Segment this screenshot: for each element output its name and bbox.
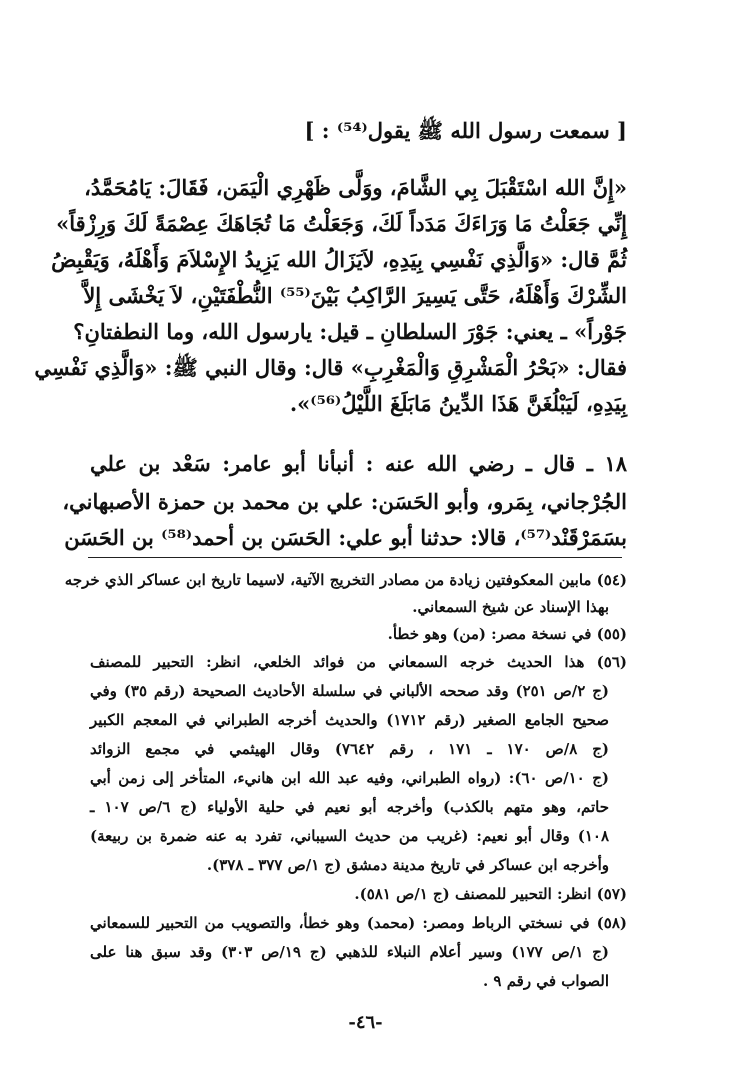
page-number: -٤٦- bbox=[348, 1012, 383, 1033]
body-line: «إِنَّ الله اسْتَقْبَلَ بِي الشَّامَ، ووَلَّى ظَهْرِي الْيَمَن، فَقَالَ: يَامُحَمَّدُ، bbox=[84, 175, 627, 200]
body-line: فقال: «بَحْرُ الْمَشْرِقِ وَالْمَغْرِبِ» قال: وقال النبي ﷺ: «وَالَّذِي نَفْسِي bbox=[34, 355, 627, 380]
body-line: إِنِّي جَعَلْتُ مَا وَرَاءَكَ مَدَداً لَكَ، وَجَعَلْتُ مَا تُجَاهَكَ عِصْمَةً لَكَ وَرِزْقاً» bbox=[56, 211, 627, 236]
footnote-line: (٥٤) مابين المعكوفتين زيادة من مصادر التخريج الآتية، لاسيما تاريخ ابن عساكر الذي خرجه bbox=[64, 571, 627, 589]
footnote-line: صحيح الجامع الصغير (رقم ١٧١٢) والحديث أخرجه الطبراني في المعجم الكبير bbox=[90, 711, 609, 729]
body-line: ثُمَّ قال: «وَالَّذِي نَفْسِي بِيَدِهِ، لاَيَزَالُ الله يَزِيدُ الإِسْلاَمَ وَأَهْلَهُ، وَيَقْبِضُ bbox=[51, 247, 627, 272]
section-heading: [ سمعت رسول الله ﷺ يقول⁽⁵⁴⁾ : ] bbox=[304, 118, 627, 143]
footnote-line: حاتم، وهو متهم بالكذب) وأخرجه أبو نعيم في حلية الأولياء (ج ٦/ص ١٠٧ ـ bbox=[90, 798, 609, 816]
body-line: الشِّرْكَ وَأَهْلَهُ، حَتَّى يَسِيرَ الرَّاكِبُ بَيْنَ⁽⁵⁵⁾ النُّطْفَتَيْنِ، لاَ يَخْشَى إِلاَّ bbox=[83, 283, 627, 308]
footnote-line: (ج ٢/ص ٢٥١) وقد صححه الألباني في سلسلة الأحاديث الصحيحة (رقم ٣٥) وفي bbox=[90, 682, 609, 700]
hadith-18-line: الجُرْجاني، بِمَرو، وأبو الحَسَن: علي بن محمد بن حمزة الأصبهاني، bbox=[62, 489, 627, 514]
hadith-18-line: ١٨ ـ قال ـ رضي الله عنه : أنبأنا أبو عامر: سَعْد بن علي bbox=[90, 451, 627, 476]
footnote-line: (٥٧) انظر: التحبير للمصنف (ج ١/ص ٥٨١). bbox=[354, 885, 627, 903]
footnote-line: (٥٥) في نسخة مصر: (من) وهو خطأ. bbox=[387, 625, 627, 643]
footnote-line: ١٠٨) وقال أبو نعيم: (غريب من حديث السيباني، تفرد به عنه ضمرة بن ربيعة) bbox=[90, 827, 609, 845]
footnote-line: (٥٨) في نسختي الرباط ومصر: (محمد) وهو خطأ، والتصويب من التحبير للسمعاني bbox=[90, 914, 627, 932]
body-line: جَوْراً» ـ يعني: جَوْرَ السلطانِ ـ قيل: يارسول الله، وما النطفتانِ؟ bbox=[73, 319, 627, 344]
footnote-line: (ج ٨/ص ١٧٠ ـ ١٧١ ، رقم ٧٦٤٢) وقال الهيثمي في مجمع الزوائد bbox=[90, 740, 609, 758]
hadith-18-line: بسَمَرْقَنْد⁽⁵⁷⁾، قالا: حدثنا أبو علي: الحَسَن بن أحمد⁽⁵⁸⁾ بن الحَسَن bbox=[64, 525, 627, 550]
footnote-divider bbox=[88, 557, 622, 558]
footnote-line: الصواب في رقم ٩ . bbox=[482, 972, 609, 990]
footnote-line: (ج ١٠/ص ٦٠): (رواه الطبراني، وفيه عبد الله ابن هانيء، المتأخر إلى زمن أبي bbox=[90, 769, 609, 787]
footnote-line: (٥٦) هذا الحديث خرجه السمعاني من فوائد الخلعي، انظر: التحبير للمصنف bbox=[90, 653, 627, 671]
footnote-line: (ج ١/ص ١٧٧) وسير أعلام النبلاء للذهبي (ج ١٩/ص ٣٠٣) وقد سبق هنا على bbox=[90, 943, 610, 961]
footnote-line: وأخرجه ابن عساكر في تاريخ مدينة دمشق (ج ١/ص ٣٧٧ ـ ٣٧٨). bbox=[206, 856, 609, 874]
footnote-line: بهذا الإسناد عن شيخ السمعاني. bbox=[412, 598, 609, 616]
body-line: بِيَدِهِ، لَيَبْلُغَنَّ هَذَا الدِّينُ مَابَلَغَ اللَّيْلُ⁽⁵⁶⁾». bbox=[289, 391, 627, 416]
